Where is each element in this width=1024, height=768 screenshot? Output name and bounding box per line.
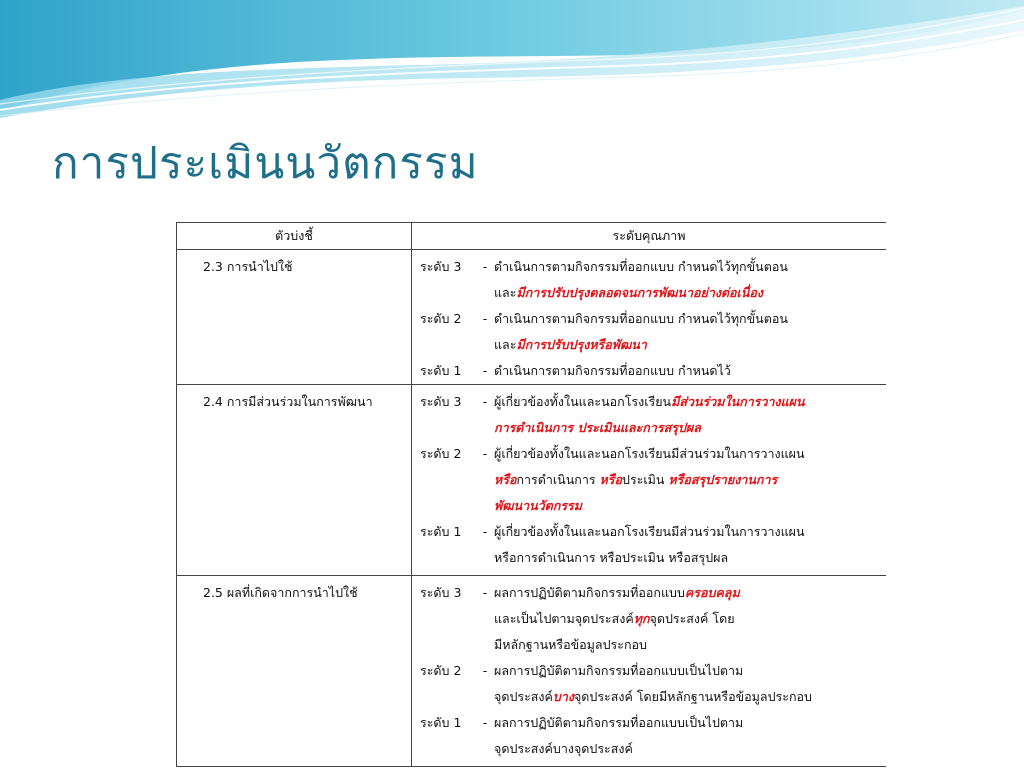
plain-text: ผลการปฏิบัติตามกิจกรรมที่ออกแบบ: [494, 585, 685, 600]
quality-levels-cell: [412, 576, 887, 767]
emphasis-text: หรือ: [599, 472, 623, 487]
level-description: [494, 710, 880, 762]
plain-text: จุดประสงค์บางจุดประสงค์: [494, 741, 633, 756]
level-description: [494, 358, 880, 384]
level-name: ระดับ 1: [420, 715, 462, 730]
plain-text: ผู้เกี่ยวข้องทั้งในและนอกโรงเรียนมีส่วนร่วมในการวางแผน: [494, 524, 805, 539]
plain-text: ดำเนินการตามกิจกรรมที่ออกแบบ กำหนดไว้ทุกขั้นตอน: [494, 259, 788, 274]
quality-level: [420, 441, 880, 519]
level-dash: -: [482, 524, 488, 539]
emphasis-text: มีการปรับปรุงหรือพัฒนา: [516, 337, 647, 352]
quality-level: [420, 358, 880, 384]
plain-text: ดำเนินการตามกิจกรรมที่ออกแบบ กำหนดไว้ทุกขั้นตอน: [494, 311, 788, 326]
level-dash: -: [482, 585, 488, 600]
description-line: [494, 736, 880, 762]
plain-text: ประเมิน: [622, 472, 669, 487]
description-line: [494, 254, 880, 280]
quality-rubric-table: [176, 222, 886, 767]
plain-text: หรือการดำเนินการ หรือประเมิน หรือสรุปผล: [494, 550, 729, 565]
plain-text: และ: [494, 285, 517, 300]
quality-level: [420, 658, 880, 710]
quality-level: [420, 519, 880, 571]
quality-levels-cell: [412, 250, 887, 385]
level-dash: -: [482, 259, 488, 274]
level-description: [494, 254, 880, 306]
description-line: [494, 332, 880, 358]
level-dash: -: [482, 446, 488, 461]
header-indicator: ตัวบ่งชี้: [177, 223, 412, 250]
indicator-label: 2.5 ผลที่เกิดจากการนำไปใช้: [203, 585, 358, 600]
plain-text: จุดประสงค์ โดยมีหลักฐานหรือข้อมูลประกอบ: [573, 689, 812, 704]
slide-title: การประเมินนวัตกรรม: [52, 138, 479, 189]
plain-text: ผู้เกี่ยวข้องทั้งในและนอกโรงเรียน: [494, 394, 672, 409]
header-quality-level: ระดับคุณภาพ: [412, 223, 887, 250]
decorative-wave-header: [0, 0, 1024, 120]
plain-text: มีหลักฐานหรือข้อมูลประกอบ: [494, 637, 647, 652]
indicator-cell: [177, 250, 412, 385]
description-line: [494, 545, 880, 571]
level-description: [494, 306, 880, 358]
level-dash: -: [482, 363, 488, 378]
description-line: [494, 580, 880, 606]
description-line: [494, 280, 880, 306]
level-dash: -: [482, 394, 488, 409]
plain-text: และ: [494, 337, 517, 352]
plain-text: ผู้เกี่ยวข้องทั้งในและนอกโรงเรียนมีส่วนร่วมในการวางแผน: [494, 446, 805, 461]
description-line: [494, 710, 880, 736]
description-line: [494, 606, 880, 632]
level-description: [494, 389, 880, 441]
emphasis-text: การดำเนินการ ประเมินและการสรุปผล: [494, 420, 701, 435]
level-name: ระดับ 2: [420, 311, 462, 326]
quality-level: [420, 580, 880, 658]
plain-text: และเป็นไปตามจุดประสงค์: [494, 611, 634, 626]
level-name: ระดับ 3: [420, 394, 462, 409]
description-line: [494, 519, 880, 545]
table-row: [177, 385, 887, 576]
emphasis-text: มีส่วนร่วมในการวางแผน: [671, 394, 805, 409]
description-line: [494, 306, 880, 332]
description-line: [494, 493, 880, 519]
indicator-cell: [177, 385, 412, 576]
level-name: ระดับ 3: [420, 259, 462, 274]
emphasis-text: พัฒนานวัตกรรม: [494, 498, 583, 513]
plain-text: ดำเนินการตามกิจกรรมที่ออกแบบ กำหนดไว้: [494, 363, 731, 378]
level-description: [494, 580, 880, 658]
level-name: ระดับ 3: [420, 585, 462, 600]
level-name: ระดับ 2: [420, 663, 462, 678]
quality-levels-cell: [412, 385, 887, 576]
level-name: ระดับ 1: [420, 363, 462, 378]
description-line: [494, 389, 880, 415]
level-description: [494, 441, 880, 519]
emphasis-text: หรือ: [494, 472, 517, 487]
indicator-cell: [177, 576, 412, 767]
quality-level: [420, 306, 880, 358]
level-dash: -: [482, 311, 488, 326]
description-line: [494, 684, 880, 710]
level-dash: -: [482, 715, 488, 730]
description-line: [494, 415, 880, 441]
level-description: [494, 658, 880, 710]
description-line: [494, 658, 880, 684]
level-name: ระดับ 1: [420, 524, 462, 539]
description-line: [494, 632, 880, 658]
plain-text: ผลการปฏิบัติตามกิจกรรมที่ออกแบบเป็นไปตาม: [494, 663, 744, 678]
plain-text: จุดประสงค์: [494, 689, 553, 704]
rubric-document-image: [176, 222, 886, 768]
plain-text: การดำเนินการ: [516, 472, 600, 487]
quality-level: [420, 710, 880, 762]
plain-text: ผลการปฏิบัติตามกิจกรรมที่ออกแบบเป็นไปตาม: [494, 715, 744, 730]
emphasis-text: ทุก: [633, 611, 650, 626]
description-line: [494, 358, 880, 384]
plain-text: จุดประสงค์ โดย: [649, 611, 735, 626]
emphasis-text: บาง: [552, 689, 574, 704]
indicator-label: 2.4 การมีส่วนร่วมในการพัฒนา: [203, 394, 373, 409]
description-line: [494, 467, 880, 493]
table-row: [177, 576, 887, 767]
level-name: ระดับ 2: [420, 446, 462, 461]
emphasis-text: ครอบคลุม: [684, 585, 740, 600]
table-row: [177, 250, 887, 385]
level-description: [494, 519, 880, 571]
emphasis-text: มีการปรับปรุงตลอดจนการพัฒนาอย่างต่อเนื่อง: [516, 285, 763, 300]
description-line: [494, 441, 880, 467]
level-dash: -: [482, 663, 488, 678]
table-header-row: [177, 223, 887, 250]
emphasis-text: หรือสรุปรายงานการ: [668, 472, 778, 487]
indicator-label: 2.3 การนำไปใช้: [203, 259, 293, 274]
quality-level: [420, 389, 880, 441]
quality-level: [420, 254, 880, 306]
